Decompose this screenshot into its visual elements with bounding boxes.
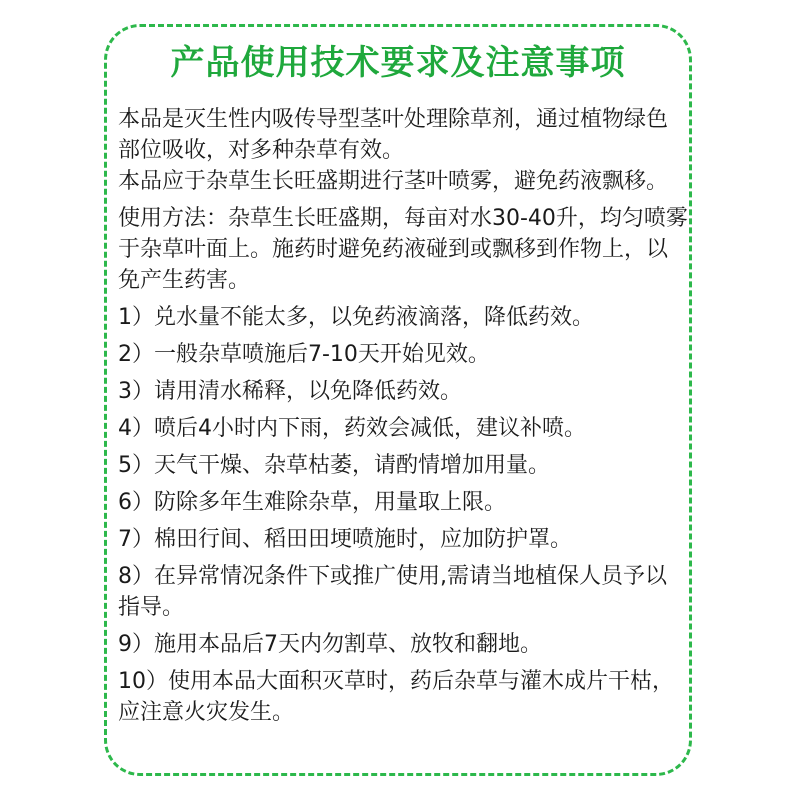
page-title: 产品使用技术要求及注意事项 [170,43,626,83]
note-item: 6）防除多年生难除杂草，用量取上限。 [118,490,506,515]
intro-paragraph: 本品是灭生性内吸传导型茎叶处理除草剂，通过植物绿色部位吸收，对多种杂草有效。 [118,107,669,163]
usage-method-paragraph: 使用方法：杂草生长旺盛期，每亩对水30-40升，均匀喷雾于杂草叶面上。施药时避免药液碰到或飘移到作物上，以免产生药害。 [118,206,688,293]
note-item: 7）棉田行间、稻田田埂喷施时，应加防护罩。 [118,527,572,552]
note-item: 9）施用本品后7天内勿割草、放牧和翻地。 [118,632,542,657]
note-item: 5）天气干燥、杂草枯萎，请酌情增加用量。 [118,453,550,478]
instructions-body [118,104,688,734]
intro-paragraph: 本品应于杂草生长旺盛期进行茎叶喷雾，避免药液飘移。 [118,169,669,194]
note-item: 8）在异常情况条件下或推广使用,需请当地植保人员予以指导。 [118,564,667,620]
note-item: 2）一般杂草喷施后7-10天开始见效。 [118,342,490,367]
note-item: 3）请用清水稀释，以免降低药效。 [118,379,462,404]
note-item: 1）兑水量不能太多，以免药液滴落，降低药效。 [118,305,594,330]
note-item: 4）喷后4小时内下雨，药效会减低，建议补喷。 [118,416,586,441]
note-item: 10）使用本品大面积灭草时，药后杂草与灌木成片干枯，应注意火灾发生。 [118,669,674,725]
